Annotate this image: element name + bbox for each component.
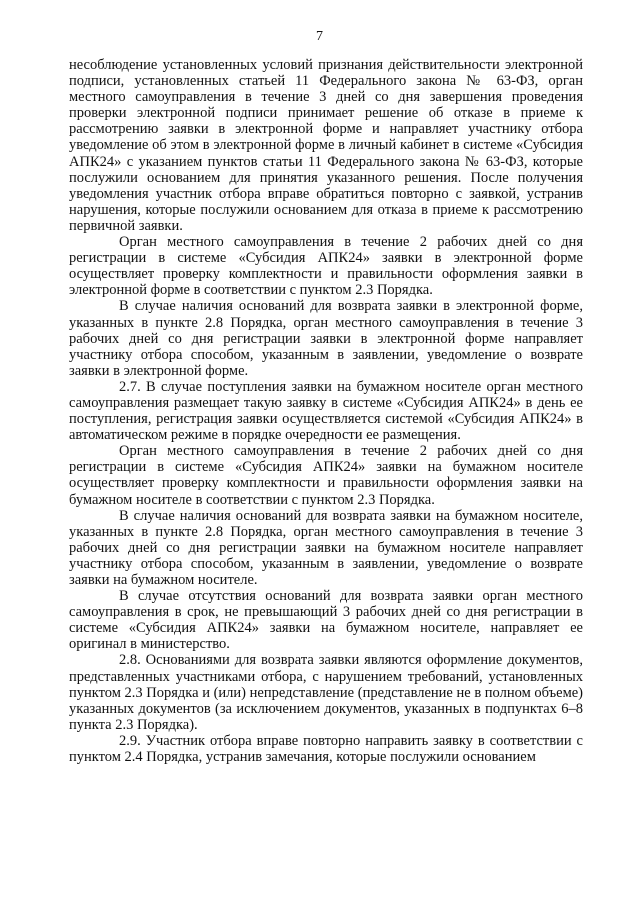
paragraph-paper-check: Орган местного самоуправления в течение 2 рабочих дней со дня регистрации в системе «Субсидия АПК24» заявки на бумажном носителе осуществляет проверку комплектности и правильности оформления заявки на бумажном носителе в соответствии с пунктом 2.3 Порядка.: [69, 443, 583, 508]
document-body: [69, 57, 583, 765]
paragraph-original-to-ministry: В случае отсутствия оснований для возврата заявки орган местного самоуправления в срок, не превышающий 3 рабочих дней со дня регистрации в системе «Субсидия АПК24» заявки на бумажном носителе, направляет ее оригинал в министерство.: [69, 588, 583, 653]
paragraph-continuation: несоблюдение установленных условий признания действительности электронной подписи, установленных статьей 11 Федерального закона № 63-ФЗ, орган местного самоуправления в течение 3 дней со дня завершения проведения проверки электронной подписи принимает решение об отказе в приеме к рассмотрению заявки в электронной форме и направляет участнику отбора уведомление об этом в электронной форме в личный кабинет в системе «Субсидия АПК24» с указанием пунктов статьи 11 Федерального закона № 63-ФЗ, которые послужили основанием для принятия указанного решения. После получения уведомления участник отбора вправе обратиться повторно с заявкой, устранив нарушения, которые послужили основанием для отказа в приеме к рассмотрению первичной заявки.: [69, 57, 583, 234]
page-number: 7: [316, 29, 323, 44]
paragraph-electronic-return: В случае наличия оснований для возврата заявки в электронной форме, указанных в пункте 2.8 Порядка, орган местного самоуправления в течение 3 рабочих дней со дня регистрации заявки в электронной форме направляет участнику отбора способом, указанным в заявлении, уведомление о возврате заявки в электронной форме.: [69, 298, 583, 379]
paragraph-paper-return: В случае наличия оснований для возврата заявки на бумажном носителе, указанных в пункте 2.8 Порядка, орган местного самоуправления в течение 3 рабочих дней со дня регистрации заявки на бумажном носителе направляет участнику отбора способом, указанным в заявлении, уведомление о возврате заявки на бумажном носителе.: [69, 507, 583, 588]
paragraph-2-9: 2.9. Участник отбора вправе повторно направить заявку в соответствии с пунктом 2.4 Порядка, устранив замечания, которые послужили основанием: [69, 732, 583, 766]
paragraph-electronic-check: Орган местного самоуправления в течение 2 рабочих дней со дня регистрации в системе «Субсидия АПК24» заявки в электронной форме осуществляет проверку комплектности и правильности оформления заявки в электронной форме в соответствии с пунктом 2.3 Порядка.: [69, 234, 583, 299]
paragraph-2-8: 2.8. Основаниями для возврата заявки являются оформление документов, представленных участниками отбора, с нарушением требований, установленных пунктом 2.3 Порядка и (или) непредставление (представление не в полном объеме) указанных документов (за исключением документов, указанных в подпунктах 6–8 пункта 2.3 Порядка).: [69, 652, 584, 733]
paragraph-2-7: 2.7. В случае поступления заявки на бумажном носителе орган местного самоуправления размещает такую заявку в системе «Субсидия АПК24» в день ее поступления, регистрация заявки осуществляется системой «Субсидия АПК24» в автоматическом режиме в порядке очередности ее размещения.: [69, 378, 583, 444]
